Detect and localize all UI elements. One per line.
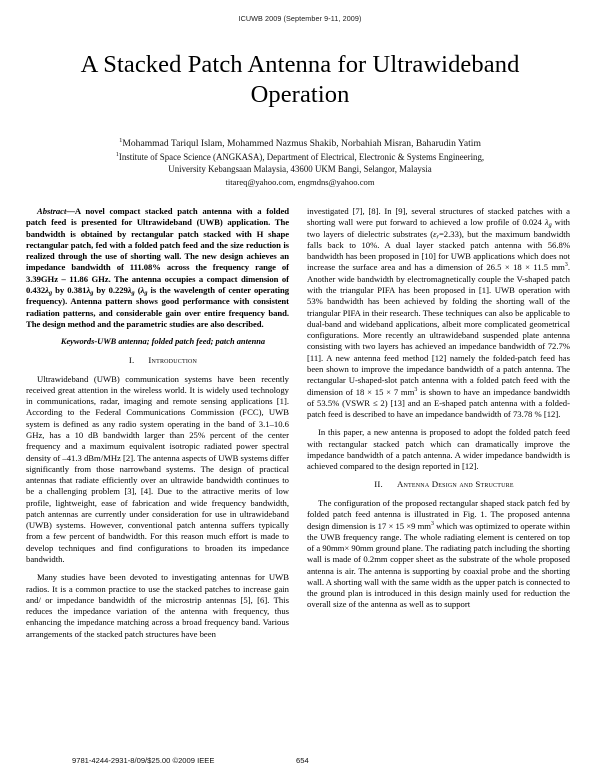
lambda-symbol: λ xyxy=(45,284,49,295)
abstract-mid-1: by 0.381 xyxy=(52,284,87,295)
affiliation-line-1 xyxy=(40,151,560,164)
rp1-text-1: investigated [7], [8]. In [9], several structures of stacked patches with a shorting wall were put forward to achieved a low profile of 0.024 xyxy=(307,206,570,228)
title-block xyxy=(52,50,548,110)
author-names xyxy=(40,137,560,151)
lambda-symbol: λ xyxy=(544,217,549,228)
right-paragraph-2: In this paper, a new antenna is proposed to adopt the folded patch feed with rectangular stacked patch which can dramatically improve the impedance bandwidth of a patch antenna. A wider impedance bandwidth is achieved compared to the design reported in [12]. xyxy=(307,427,570,472)
lambda-subscript: g xyxy=(90,289,94,297)
lambda-subscript: g xyxy=(548,221,552,229)
affiliation-line-2: University Kebangsaan Malaysia, 43600 UKM Bangi, Selangor, Malaysia xyxy=(168,164,432,175)
section-numeral: II. xyxy=(374,479,383,490)
lambda-symbol: λ xyxy=(140,284,145,295)
authors-block xyxy=(40,137,560,188)
abstract-label: Abstract xyxy=(37,206,67,216)
right-paragraph-1 xyxy=(307,206,570,420)
lambda-subscript: g xyxy=(131,289,135,297)
author-marker: 1 xyxy=(119,136,123,144)
rp1-text-2: with two layers of dielectric substrates ( xyxy=(307,217,570,239)
intro-paragraph-2: Many studies have been devoted to investigating antennas for UWB radios. It is a common practice to use the stacked patches to increase gain and/ or impedance bandwidth of the microstrip antennas [5], [6]. This reduces the impedance variation of the antenna with frequency, thus enhancing the impedance matching across a broad frequency band. Various arrangements of the stacked patch structures have been xyxy=(26,572,289,639)
author-names-text: Mohammad Tariqul Islam, Mohammed Nazmus Shakib, Norbahiah Misran, Baharudin Yatim xyxy=(122,138,481,149)
lambda-subscript: g xyxy=(144,289,148,297)
affiliation-text-1: Institute of Space Science (ANGKASA), Department of Electrical, Electronic & Systems Engineering, xyxy=(118,151,485,162)
running-header: ICUWB 2009 (September 9-11, 2009) xyxy=(238,14,362,23)
author-emails: titareq@yahoo.com, engmdns@yahoo.com xyxy=(225,176,375,187)
page-title: A Stacked Patch Antenna for Ultrawideband Operation xyxy=(80,51,520,108)
cubic-exponent: 3 xyxy=(564,262,568,269)
lambda-symbol: λ xyxy=(127,284,132,295)
page-number: 654 xyxy=(296,756,309,765)
rp1-text-3: =2.33), but the maximum bandwidth falls back to 10%. A dual layer stacked patch antenna with 56.8% bandwidth has been proposed in [10] for UWB applications which does not increase the surface area and has a dimension of 26.5 × 18 × 11.5 mm xyxy=(307,228,571,273)
rp3-text-1: The configuration of the proposed rectangular shaped stack patch fed by folded patch feed antenna is illustrated in Fig. 1. The proposed antenna design dimension is 17 × 15 ×9 mm xyxy=(307,497,570,531)
cubic-exponent: 3 xyxy=(414,386,418,393)
column-right xyxy=(307,206,570,611)
copyright-notice: 9781-4244-2931-8/09/$25.00 ©2009 IEEE xyxy=(72,756,215,765)
section-heading-antenna-design xyxy=(307,479,570,490)
section-title: Antenna Design and Structure xyxy=(396,479,514,490)
rp1-text-4: . Another wide bandwidth by electromagnetically couple the V-shaped patch with the triangular PIFA has been proposed in [1]. UWB operation with 53% bandwidth has been achieved by folding the shorting wall of the triangular PIFA in their research. These techniques can also be applicable to dual-band and wideband applications, albeit more complicated geometrical configurations. More recently an ultrawideband suspended plate antenna consisting with two layers has achieved an impedance bandwidth of 72.7% [11]. A new antenna feed method [12] namely the folded-patch feed has been shown to improve the impedance bandwidth of a patch antenna. The rectangular U-shaped-slot patch antenna with a folded patch feed with the dimension of 18 × 15 × 7 mm xyxy=(307,262,570,397)
epsilon-symbol: ε xyxy=(433,228,437,239)
lambda-symbol: λ xyxy=(86,284,91,295)
affiliation-marker: 1 xyxy=(115,151,119,158)
rp3-text-2: which was optimized to operate within the UWB frequency range. The whole radiating element is centered on top of a 90mm× 90mm ground plane. The radiating patch including the shorting wall is made of 0.2mm copper sheet as the substrate of the whole proposed antenna is air. The antenna is supporting by coaxial probe and the shorting wall. A shorting wall with the same width as the upper patch is connected to the ground plan is introduced in this design mainly used for reduction the overall size of the antenna as well as to support xyxy=(307,520,571,610)
intro-paragraph-1: Ultrawideband (UWB) communication systems have been recently received great attention in the wireless world. It is widely used technology in communications, radar, imaging and remote sensing applications [1]. According to the Federal Communications Commission (FCC), UWB system is defined as any radio system operating in the band of 3.1–10.6 GHz, has a 10 dB bandwidth larger than 25% percent of the center frequency and a maximum equivalent isotropic radiated power spectral density of –41.3 dBm/MHz [2]. The antenna aspects of UWB systems differ significantly from those narrowband systems. The design of practical antennas that radiate efficiently over an ultrawide bandwidth continues to be a challenging problem [3], [4]. Due to the attractive merits of low profile, lightweight, ease of fabrication and wide frequency bandwidth, patch antennas are currently under consideration for use in ultrawideband (UWB) systems. However, conventional patch antenna suffers typically from a few percent of bandwidth. For this reason much effort is made to develop techniques and find configurations to broaden its impedance bandwidth. xyxy=(26,373,289,565)
cubic-exponent: 3 xyxy=(431,520,434,527)
abstract-paragraph xyxy=(26,206,289,330)
abstract-dash: — xyxy=(66,206,75,216)
rp1-text-5: is shown to have an impedance bandwidth of 53.5% (VSWR ≤ 2) [13] and an E-shaped patch antenna with a folded-patch feed is described to have an impedance bandwidth of 73.78 % [12]. xyxy=(307,386,570,420)
abstract-mid-3: ( xyxy=(134,284,141,295)
section-numeral: I. xyxy=(128,355,135,366)
column-left xyxy=(26,206,289,640)
keywords-line: Keywords-UWB antenna; folded patch feed; patch antenna xyxy=(60,337,266,347)
abstract-body-1: A novel compact stacked patch antenna with a folded patch feed is presented for Ultrawideband (UWB) application. The bandwidth is obtained by rectangular patch stacked with H shape rectangular patch, fed with a folded patch feed and the size reduction is realized through the use of shorting wall. The new design achieves an impedance bandwidth of 111.08% across the frequency range of 3.39GHz – 11.86 GHz. The antenna occupies a compact dimension of 0.432 xyxy=(26,206,289,295)
section-heading-introduction xyxy=(26,355,289,366)
right-paragraph-3 xyxy=(307,498,570,611)
epsilon-subscript: r xyxy=(436,233,439,241)
lambda-subscript: g xyxy=(48,289,53,297)
section-title: Introduction xyxy=(148,355,198,366)
abstract-mid-2: by 0.229 xyxy=(93,284,128,295)
abstract-body-2: is the wavelength of center operating frequency). Antenna pattern shows good performance with consistent radiation patterns, and considerable gain over entire frequency band. The design method and the parametric studies are also described. xyxy=(26,284,289,329)
